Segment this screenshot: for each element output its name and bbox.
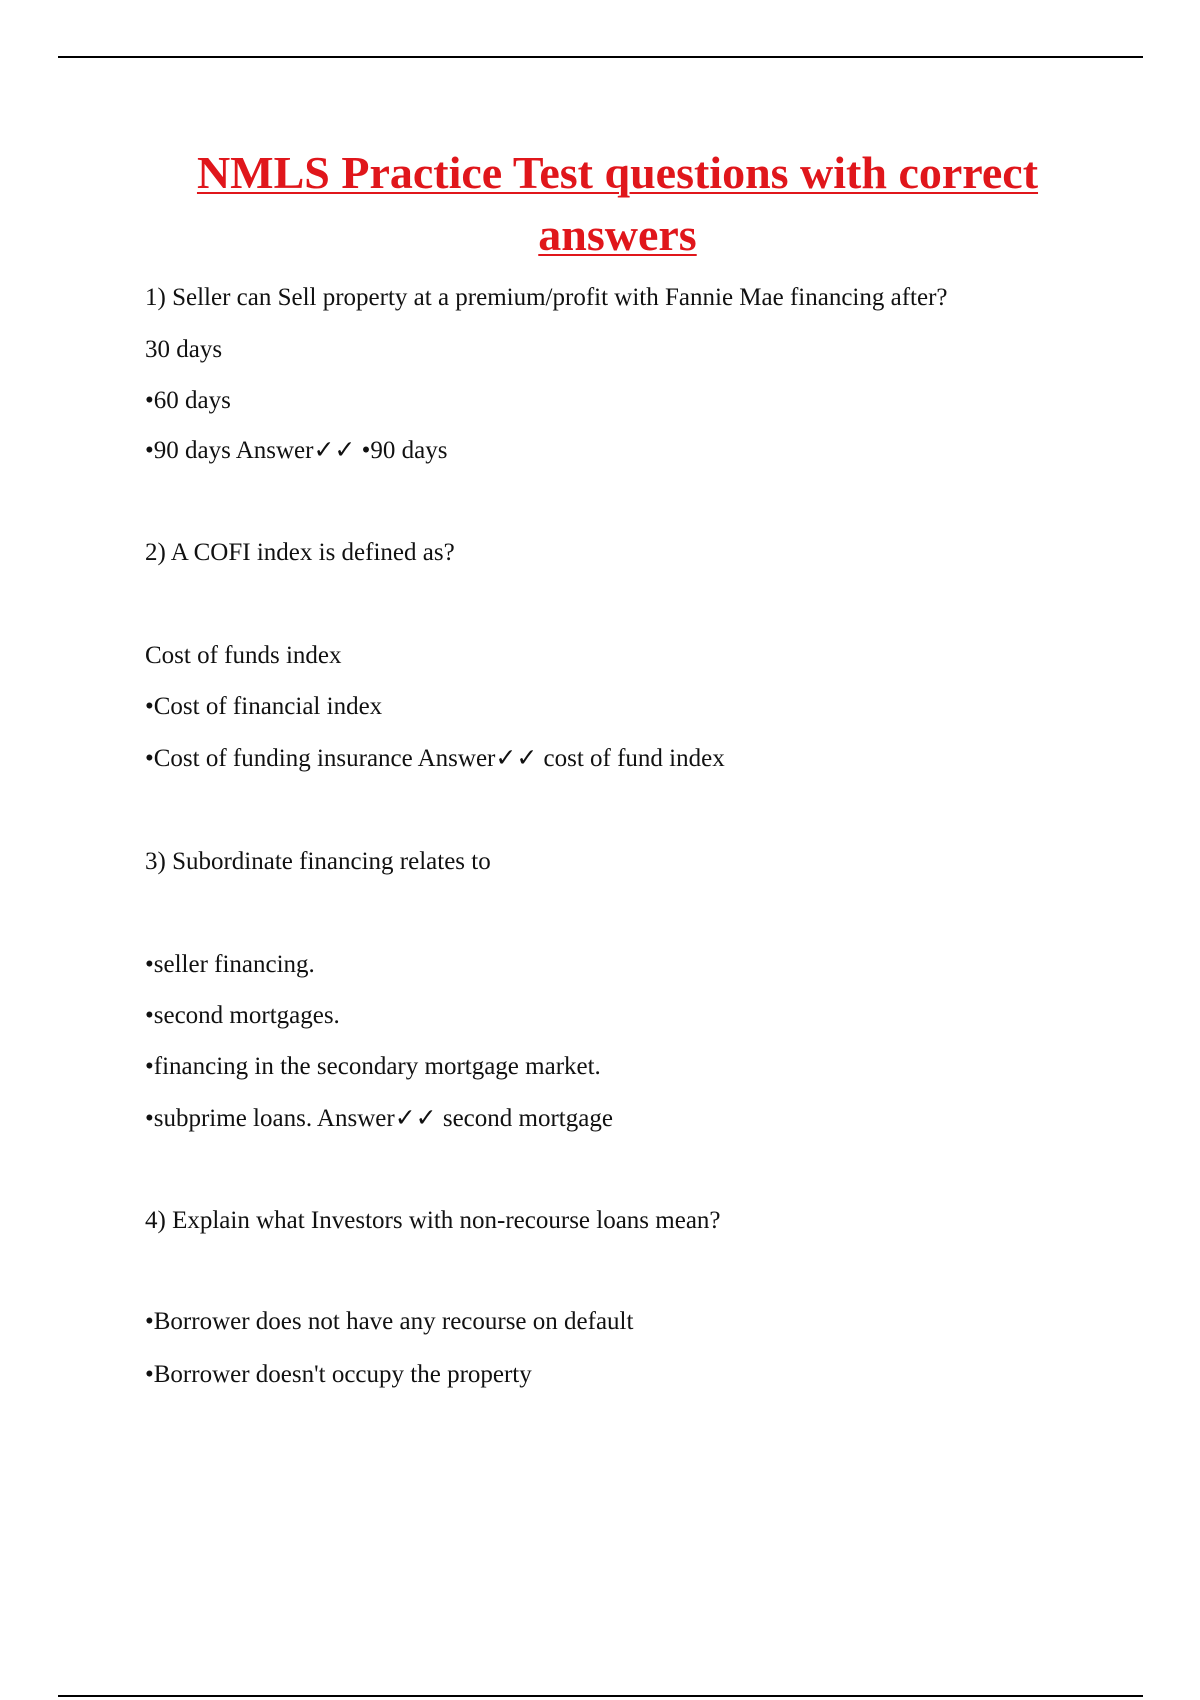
question-4-prompt: 4) Explain what Investors with non-recourse loans mean? bbox=[145, 1207, 721, 1234]
question-3-prompt: 3) Subordinate financing relates to bbox=[145, 848, 491, 875]
question-2-option: •Cost of financial index bbox=[145, 693, 383, 720]
question-3-answer: •subprime loans. Answer✓✓ second mortgage bbox=[145, 1105, 613, 1132]
question-1-option: •60 days bbox=[145, 387, 231, 414]
question-4-option: •Borrower does not have any recourse on default bbox=[145, 1308, 634, 1335]
question-3-option: •financing in the secondary mortgage market. bbox=[145, 1053, 601, 1080]
footer-rule bbox=[58, 1695, 1143, 1697]
question-2-option: Cost of funds index bbox=[145, 642, 342, 669]
question-1-answer: •90 days Answer✓✓ •90 days bbox=[145, 437, 448, 464]
question-1-option: 30 days bbox=[145, 336, 223, 363]
question-2-prompt: 2) A COFI index is defined as? bbox=[145, 539, 455, 566]
question-1-prompt: 1) Seller can Sell property at a premium/profit with Fannie Mae financing after? bbox=[145, 284, 948, 311]
document-title: NMLS Practice Test questions with correct answers bbox=[196, 147, 1039, 260]
question-2-answer: •Cost of funding insurance Answer✓✓ cost of fund index bbox=[145, 745, 725, 772]
question-3-option: •seller financing. bbox=[145, 951, 315, 978]
header-rule bbox=[58, 56, 1143, 58]
question-3-option: •second mortgages. bbox=[145, 1002, 340, 1029]
question-4-option: •Borrower doesn't occupy the property bbox=[145, 1361, 532, 1388]
